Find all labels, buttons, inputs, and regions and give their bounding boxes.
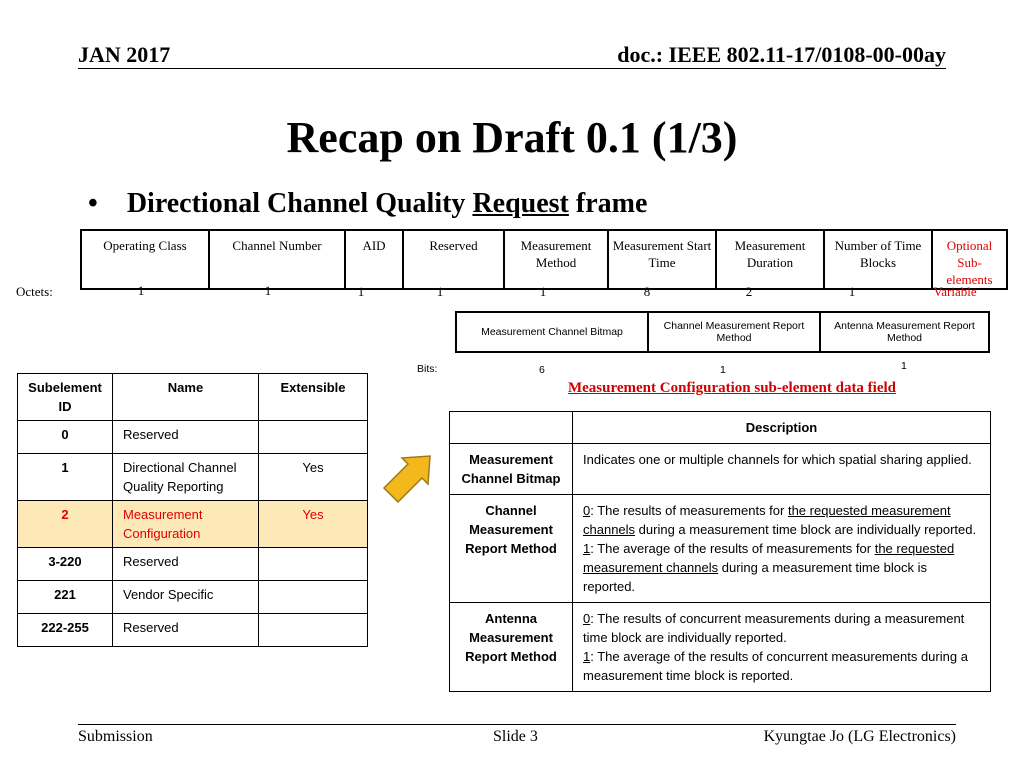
frame-field: Measurement Duration	[716, 230, 824, 289]
octet-count: 1	[539, 284, 547, 299]
value-0: 0	[583, 611, 591, 626]
octet-count: 1	[848, 284, 856, 299]
bit-field: Measurement Channel Bitmap	[456, 312, 648, 352]
column-header: Description	[573, 412, 991, 444]
subelement-name: Directional Channel Quality Reporting	[113, 454, 259, 501]
field-description: Indicates one or multiple channels for which spatial sharing applied.	[573, 444, 991, 495]
subelement-extensible	[259, 581, 368, 614]
table-row	[450, 495, 991, 603]
subelement-id: 222-255	[18, 614, 113, 647]
octet-count: 1	[357, 284, 365, 299]
bit-field: Channel Measurement Report Method	[648, 312, 820, 352]
subelement-id: 221	[18, 581, 113, 614]
column-header: Subelement ID	[18, 374, 113, 421]
config-subelement-caption: Measurement Configuration sub-element data field	[567, 380, 897, 396]
octet-count: 1	[264, 283, 272, 298]
value-0: 0	[583, 503, 591, 518]
subelement-extensible	[259, 614, 368, 647]
footer-left: Submission	[78, 728, 153, 745]
subelement-name: Reserved	[113, 421, 259, 454]
bits-label: Bits:	[417, 363, 438, 375]
slide-number: Slide 3	[493, 728, 538, 745]
octet-count: 2	[745, 284, 753, 299]
table-row	[450, 603, 991, 692]
value-1: 1	[583, 649, 591, 664]
bit-count: 6	[539, 364, 545, 376]
frame-field: AID	[345, 230, 403, 289]
subelement-id: 0	[18, 421, 113, 454]
bullet-text-pre: Directional Channel Quality	[126, 188, 473, 219]
subelement-extensible	[259, 548, 368, 581]
octet-count: 8	[643, 284, 651, 299]
description-table	[449, 411, 991, 692]
field-name: Measurement Channel Bitmap	[450, 444, 573, 495]
field-description	[573, 603, 991, 692]
column-header-empty	[450, 412, 573, 444]
header-doc-id: doc.: IEEE 802.11-17/0108-00-00ay	[617, 42, 946, 67]
table-row	[18, 548, 368, 581]
subelement-extensible: Yes	[259, 454, 368, 501]
frame-field: Reserved	[403, 230, 504, 289]
bullet-text-post: frame	[568, 188, 648, 219]
arrow-up-right-icon	[378, 450, 436, 508]
subelement-name: Reserved	[113, 614, 259, 647]
bullet-text-underlined: Request	[472, 188, 569, 219]
desc-text-underlined: the requested measurement channels	[583, 503, 951, 537]
desc-text: : The average of the results of measurements for	[590, 541, 875, 556]
desc-text: : The results of measurements for	[590, 503, 788, 518]
desc-text: during a measurement time block is reported.	[583, 560, 927, 594]
frame-field: Operating Class	[81, 230, 209, 289]
subelement-id: 3-220	[18, 548, 113, 581]
header-date: JAN 2017	[78, 42, 171, 67]
frame-field: Number of Time Blocks	[824, 230, 932, 289]
value-1: 1	[583, 541, 591, 556]
table-row	[18, 454, 368, 501]
table-row	[18, 421, 368, 454]
subelement-name: Vendor Specific	[113, 581, 259, 614]
field-name: Antenna Measurement Report Method	[450, 603, 573, 692]
desc-text: during a measurement time block are individually reported.	[635, 522, 977, 537]
octet-count-variable: Variable	[933, 284, 977, 299]
octet-count: 1	[137, 283, 145, 298]
desc-text-underlined: the requested measurement channels	[583, 541, 955, 575]
header-rule	[78, 68, 946, 69]
frame-format-table	[80, 229, 1008, 290]
table-row	[18, 581, 368, 614]
table-row	[450, 444, 991, 495]
field-description	[573, 495, 991, 603]
field-name: Channel Measurement Report Method	[450, 495, 573, 603]
subelement-id: 2	[18, 501, 113, 548]
slide-title: Recap on Draft 0.1 (1/3)	[286, 113, 738, 162]
octets-label: Octets:	[16, 284, 53, 299]
bit-field: Antenna Measurement Report Method	[820, 312, 989, 352]
frame-field: Channel Number	[209, 230, 345, 289]
frame-field-optional: Optional Sub-elements	[932, 230, 1007, 289]
column-header: Name	[113, 374, 259, 421]
column-header: Extensible	[259, 374, 368, 421]
subelement-extensible: Yes	[259, 501, 368, 548]
footer-author: Kyungtae Jo (LG Electronics)	[763, 728, 956, 745]
subelement-name: Measurement Configuration	[113, 501, 259, 548]
bit-field-table	[455, 311, 990, 353]
frame-field: Measurement Method	[504, 230, 608, 289]
octet-count: 1	[436, 284, 444, 299]
footer-rule	[78, 724, 956, 725]
bit-count: 1	[720, 364, 726, 376]
bullet-symbol: •	[88, 188, 98, 219]
table-row	[18, 614, 368, 647]
subelement-name: Reserved	[113, 548, 259, 581]
bit-count: 1	[901, 360, 907, 372]
subelement-table	[17, 373, 368, 647]
desc-text: : The results of concurrent measurements during a measurement time block are individually reported.	[583, 611, 965, 645]
table-row-highlighted	[18, 501, 368, 548]
desc-text: : The average of the results of concurrent measurements during a measurement time block is reported.	[583, 649, 968, 683]
bullet-item	[88, 188, 647, 220]
frame-field: Measurement Start Time	[608, 230, 716, 289]
subelement-extensible	[259, 421, 368, 454]
subelement-id: 1	[18, 454, 113, 501]
